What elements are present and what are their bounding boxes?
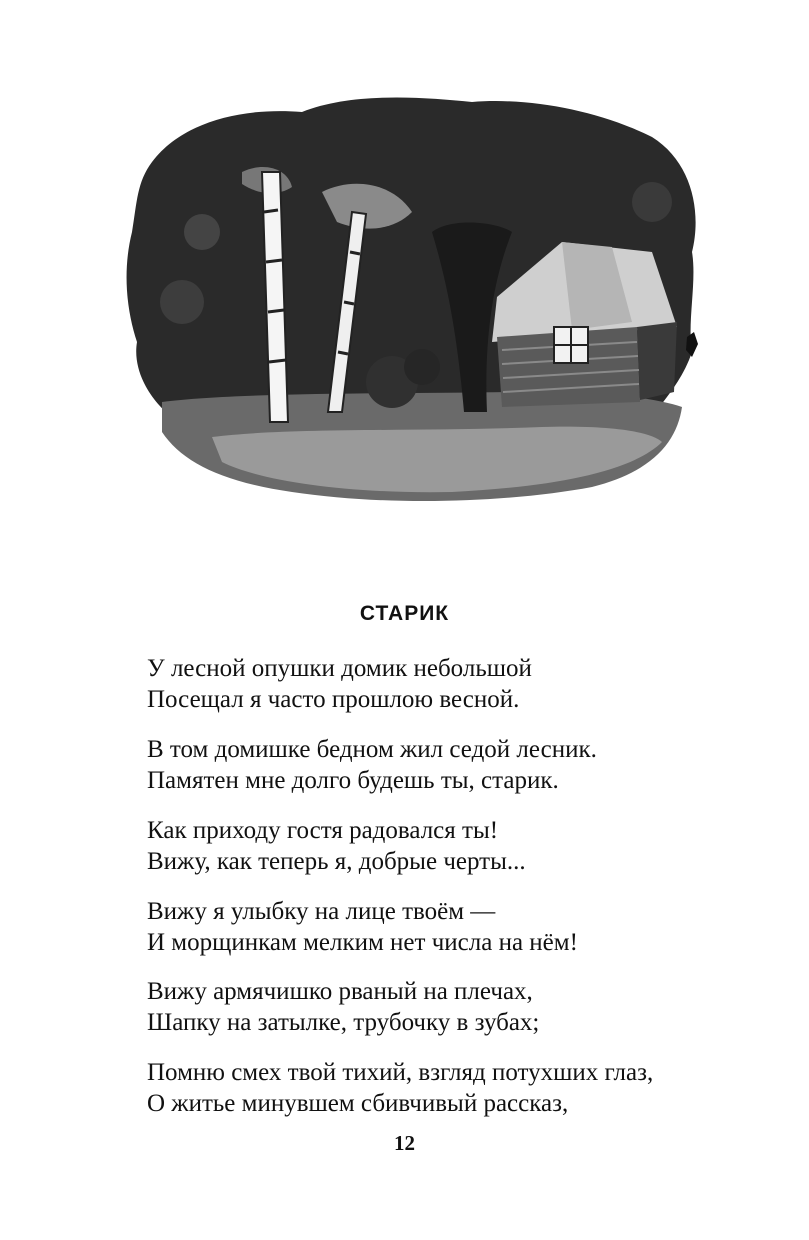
stanza-5 [147,976,747,1038]
stanza-6 [147,1057,747,1119]
poem-line: Посещал я часто прошлою весной. [147,686,520,713]
poem-line: Шапку на затылке, трубочку в зубах; [147,1009,540,1036]
poem-line: Вижу, как теперь я, добрые черты... [147,848,526,875]
stanza-2 [147,734,747,796]
forest-cabin-illustration [92,82,712,512]
poem-line: Вижу армячишко рваный на плечах, [147,978,533,1005]
poem-line: Как приходу гостя радовался ты! [147,817,499,844]
stanza-1 [147,653,747,715]
stanza-4 [147,896,747,958]
poem-line: Помню смех твой тихий, взгляд потухших глаз, [147,1059,654,1086]
stanza-3 [147,815,747,877]
poem-line: Памятен мне долго будешь ты, старик. [147,767,559,794]
poem-line: И морщинкам мелким нет числа на нём! [147,929,578,956]
poem-title: СТАРИК [359,602,450,625]
poem-line: У лесной опушки домик небольшой [147,655,532,682]
page-number: 12 [394,1131,415,1155]
poem-line: Вижу я улыбку на лице твоём — [147,898,496,925]
poem-line: В том домишке бедном жил седой лесник. [147,736,597,763]
poem-line: О житье минувшем сбивчивый рассказ, [147,1090,569,1117]
